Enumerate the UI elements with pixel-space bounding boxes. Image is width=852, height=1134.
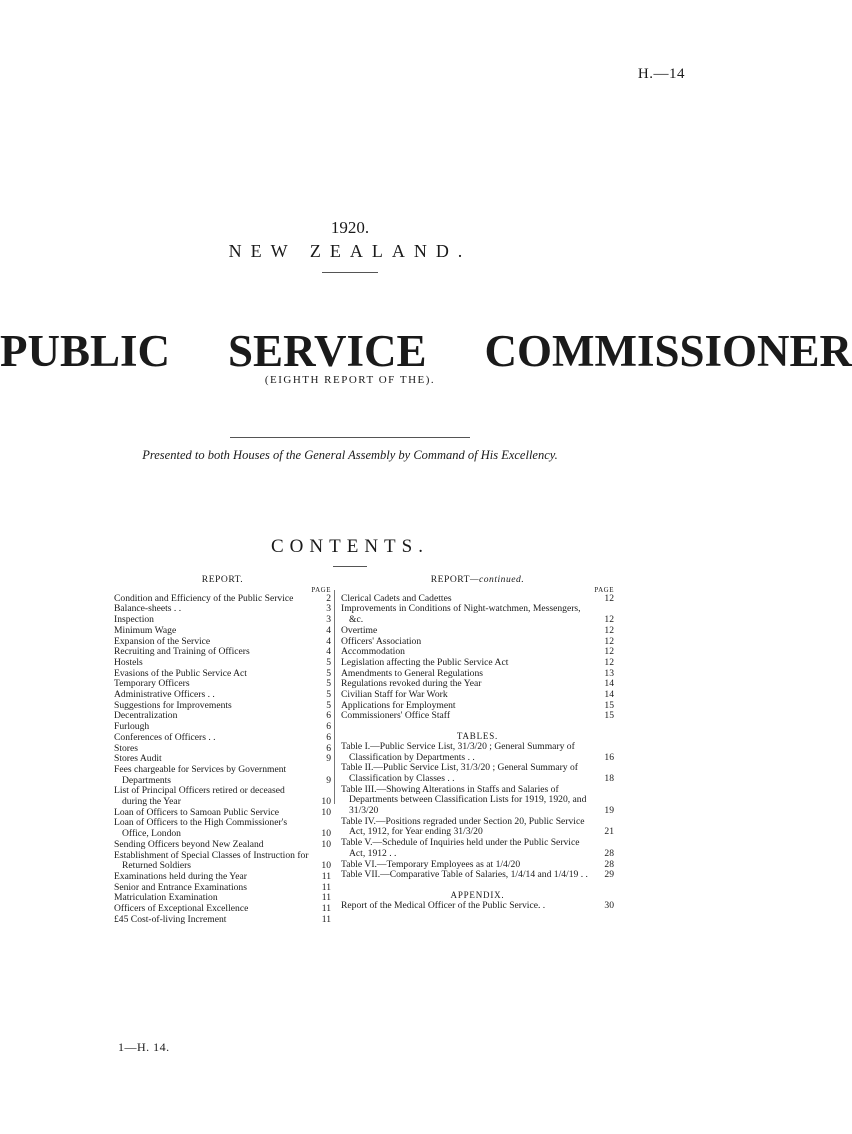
document-subtitle: (EIGHTH REPORT OF THE).: [264, 374, 436, 386]
entry-label: Applications for Employment: [341, 699, 456, 711]
entry-page-number: 9: [326, 753, 331, 765]
contents-entry: [341, 901, 614, 912]
entry-page-number: 28: [604, 847, 614, 859]
entry-page-number: 5: [326, 667, 331, 679]
entry-page-number: 5: [326, 656, 331, 668]
entry-label: Temporary Officers: [114, 678, 190, 690]
entry-page-number: 12: [604, 646, 614, 658]
contents-entry: [341, 785, 614, 817]
entry-label: Expansion of the Service: [114, 635, 211, 647]
entry-label: Civilian Staff for War Work: [341, 689, 448, 701]
title-word: COMMISSIONER: [484, 326, 852, 376]
entry-label: Report of the Medical Officer of the Public Service. .: [341, 899, 546, 911]
contents-entry: [114, 647, 331, 658]
entry-page-number: 3: [326, 614, 331, 626]
contents-entry: [341, 626, 614, 637]
entry-label: Stores Audit: [114, 753, 162, 765]
entry-page-number: 10: [321, 860, 331, 872]
entry-label: Accommodation: [341, 646, 405, 658]
entry-page-number: 5: [326, 678, 331, 690]
entry-label: Inspection: [114, 614, 154, 626]
entry-label: Table V.—Schedule of Inquiries held under the Public Service Act, 1912 . .: [341, 837, 580, 859]
column-heading-main: REPORT: [430, 574, 470, 585]
contents-entry: [341, 838, 614, 859]
contents-entry: [341, 870, 614, 881]
contents-heading: CONTENTS.: [271, 536, 429, 557]
contents-entry: [114, 733, 331, 744]
entry-label: Balance-sheets . .: [114, 603, 182, 615]
presented-line: Presented to both Houses of the General Assembly by Command of His Excellency.: [142, 448, 558, 462]
entry-label: List of Principal Officers retired or deceased during the Year: [114, 785, 285, 808]
entry-page-number: 9: [326, 774, 331, 786]
entry-label: Table III.—Showing Alterations in Staffs and Salaries of Departments between Classification Lists for 1919, 1920, and 31/3/20: [341, 783, 587, 817]
entry-page-number: 12: [604, 592, 614, 604]
entry-label: Fees chargeable for Services by Government Departments: [114, 763, 287, 786]
entry-page-number: 15: [604, 710, 614, 722]
entry-label: Examinations held during the Year: [114, 870, 247, 882]
appendix-heading: APPENDIX.: [450, 889, 505, 900]
footer-signature: 1—H. 14.: [118, 1040, 170, 1054]
entry-label: Conferences of Officers . .: [114, 731, 216, 743]
entry-page-number: 5: [326, 699, 331, 711]
entry-label: Suggestions for Improvements: [114, 699, 232, 711]
entry-page-number: 6: [326, 721, 331, 733]
entry-page-number: 18: [604, 772, 614, 784]
contents-entry: [114, 851, 331, 872]
entry-page-number: 10: [321, 838, 331, 850]
entry-label: Table VII.—Comparative Table of Salaries, 1/4/14 and 1/4/19 . .: [341, 869, 588, 881]
entry-label: Table VI.—Temporary Employees as at 1/4/20: [341, 858, 521, 870]
page-column-label: PAGE: [594, 585, 614, 594]
entry-label: Clerical Cadets and Cadettes: [341, 592, 452, 604]
entry-label: Condition and Efficiency of the Public Service: [114, 592, 294, 604]
contents-entry: [341, 817, 614, 838]
column-heading: [341, 575, 614, 586]
entry-label: Amendments to General Regulations: [341, 667, 484, 679]
contents-list: [114, 594, 331, 926]
entry-label: Overtime: [341, 624, 378, 636]
entry-label: Senior and Entrance Examinations: [114, 881, 247, 893]
entry-label: Loan of Officers to Samoan Public Service: [114, 806, 280, 818]
entry-page-number: 21: [604, 826, 614, 838]
entry-label: Furlough: [114, 721, 150, 733]
entry-page-number: 6: [326, 710, 331, 722]
entry-page-number: 16: [604, 751, 614, 763]
entry-page-number: 11: [321, 870, 331, 882]
entry-page-number: 13: [604, 667, 614, 679]
column-heading-continued: —continued.: [469, 574, 525, 585]
appendix-list: [341, 901, 614, 912]
entry-label: Table IV.—Positions regraded under Section 20, Public Service Act, 1912, for Year ending 31/3/20: [341, 815, 585, 838]
entry-label: Officers' Association: [341, 635, 422, 647]
entry-page-number: 4: [326, 635, 331, 647]
year: 1920.: [330, 218, 370, 237]
entry-label: Commissioners' Office Staff: [341, 710, 451, 722]
entry-page-number: 10: [321, 806, 331, 818]
entry-label: Decentralization: [114, 710, 178, 722]
contents-entry: [114, 818, 331, 839]
contents-entry: [114, 786, 331, 807]
entry-page-number: 19: [604, 805, 614, 817]
entry-label: Table I.—Public Service List, 31/3/20 ; General Summary of Classification by Departments . .: [341, 740, 575, 763]
contents-entry: [341, 742, 614, 763]
entry-page-number: 15: [604, 699, 614, 711]
entry-label: Evasions of the Public Service Act: [114, 667, 247, 679]
entry-label: Officers of Exceptional Excellence: [114, 903, 249, 915]
entry-page-number: 14: [604, 689, 614, 701]
title-word: PUBLIC: [0, 326, 171, 376]
document-title: [0, 325, 852, 377]
entry-page-number: 3: [326, 603, 331, 615]
contents-list: [341, 594, 614, 722]
entry-label: Sending Officers beyond New Zealand: [114, 838, 264, 850]
entry-label: Hostels: [114, 656, 143, 668]
entry-page-number: 12: [604, 624, 614, 636]
entry-page-number: 4: [326, 646, 331, 658]
divider-rule: [322, 272, 378, 273]
entry-label: Regulations revoked during the Year: [341, 678, 482, 690]
entry-page-number: 14: [604, 678, 614, 690]
entry-page-number: 6: [326, 731, 331, 743]
entry-label: Improvements in Conditions of Night-watchmen, Messengers, &c.: [341, 603, 581, 626]
entry-label: Matriculation Examination: [114, 892, 218, 904]
contents-entry: [341, 711, 614, 722]
entry-label: Stores: [114, 742, 138, 754]
contents-entry: [114, 626, 331, 637]
page-column-label: PAGE: [311, 585, 331, 594]
entry-label: Establishment of Special Classes of Instruction for Returned Soldiers: [114, 849, 309, 872]
entry-page-number: 11: [321, 892, 331, 904]
entry-page-number: 6: [326, 742, 331, 754]
entry-label: Legislation affecting the Public Service Act: [341, 656, 509, 668]
entry-label: Loan of Officers to the High Commissioner's Office, London: [114, 817, 288, 840]
contents-entry: [114, 765, 331, 786]
entry-page-number: 10: [321, 796, 331, 808]
entry-page-number: 12: [604, 614, 614, 626]
contents-entry: [341, 604, 614, 625]
entry-page-number: 4: [326, 624, 331, 636]
contents-entry: [341, 763, 614, 784]
entry-page-number: 12: [604, 635, 614, 647]
contents-entry: [114, 915, 331, 926]
tables-list: [341, 742, 614, 881]
entry-label: Recruiting and Training of Officers: [114, 646, 250, 658]
divider-rule: [230, 437, 470, 438]
country: NEW ZEALAND.: [228, 241, 472, 261]
entry-page-number: 10: [321, 828, 331, 840]
contents-entry: [114, 840, 331, 851]
tables-heading: TABLES.: [456, 731, 499, 742]
entry-label: Minimum Wage: [114, 624, 177, 636]
title-word: SERVICE: [228, 326, 427, 376]
entry-label: £45 Cost-of-living Increment: [114, 913, 227, 925]
entry-label: Administrative Officers . .: [114, 689, 215, 701]
contents-right-column: [341, 575, 614, 911]
entry-label: Table II.—Public Service List, 31/3/20 ; General Summary of Classification by Classes . .: [341, 762, 578, 784]
page-reference: H.—14: [637, 66, 685, 82]
entry-page-number: 11: [321, 913, 331, 925]
column-divider: [334, 590, 335, 804]
entry-page-number: 29: [604, 869, 614, 881]
entry-page-number: 11: [321, 881, 331, 893]
entry-page-number: 5: [326, 689, 331, 701]
contents-left-column: [114, 575, 331, 926]
entry-page-number: 12: [604, 656, 614, 668]
entry-page-number: 28: [604, 858, 614, 870]
divider-rule: [333, 566, 367, 567]
entry-page-number: 2: [326, 592, 331, 604]
entry-page-number: 11: [321, 903, 331, 915]
entry-page-number: 30: [604, 899, 614, 911]
column-heading: REPORT.: [201, 574, 244, 585]
